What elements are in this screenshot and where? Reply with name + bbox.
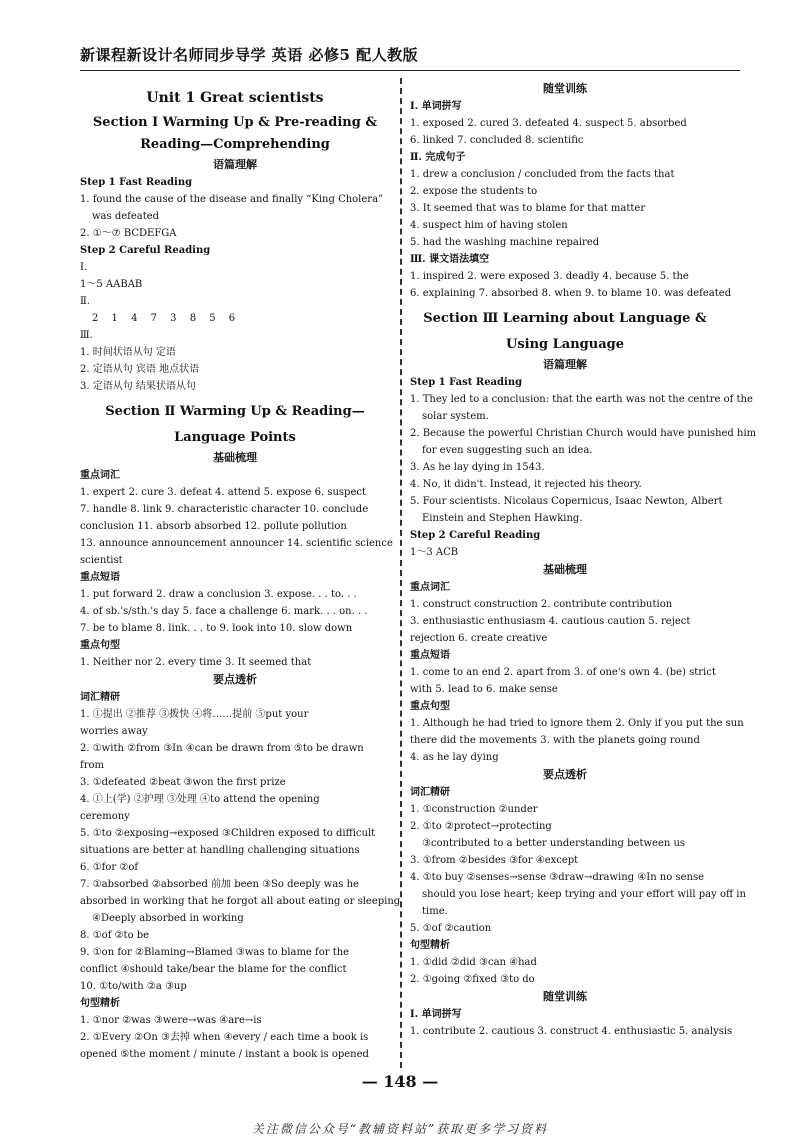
answer-line: 1. ①nor ②was ③were→was ④are→is — [80, 1015, 262, 1026]
answer-line: 8. ①of ②to be — [80, 930, 150, 941]
right-column — [410, 80, 757, 1040]
section-3-title: Section Ⅲ Learning about Language & — [423, 311, 707, 326]
subheading: 随堂训练 — [543, 990, 587, 1003]
answer-line: 1. drew a conclusion / concluded from the facts that — [410, 169, 675, 180]
answer-line: 7. be to blame 8. link. . . to 9. look into 10. slow down — [80, 623, 353, 634]
label-key-sentences: 重点句型 — [410, 701, 450, 712]
answer-line: 1. Neither nor 2. every time 3. It seemed that — [80, 657, 312, 668]
answer-line: 2. ①Every ②On ③去掉 when ④every / each time a book is — [80, 1032, 369, 1043]
answer-line: time. — [422, 906, 448, 917]
section-1-title: Section Ⅰ Warming Up & Pre-reading & — [92, 115, 378, 130]
label-key-words: 重点词汇 — [410, 582, 450, 593]
answer-line: should you lose heart; keep trying and your effort will pay off in — [422, 889, 746, 900]
label-vocab-study: 词汇精研 — [80, 692, 120, 703]
answer-line: 6. ①for ②of — [80, 862, 139, 873]
answer-line: solar system. — [422, 411, 489, 422]
answer-line: 1. exposed 2. cured 3. defeated 4. suspect 5. absorbed — [410, 118, 687, 129]
roman-label: Ⅰ. — [80, 262, 88, 273]
left-column — [80, 80, 401, 1063]
subheading: 要点透析 — [213, 673, 257, 686]
label-sentence-study: 句型精析 — [410, 940, 450, 951]
answer-line: 1. expert 2. cure 3. defeat 4. attend 5. expose 6. suspect — [80, 487, 366, 498]
page-number: — 148 — — [361, 1072, 439, 1091]
answer-line: 3. As he lay dying in 1543. — [410, 462, 545, 473]
answer-line: 1. construct construction 2. contribute contribution — [410, 599, 673, 610]
answer-line: 1～5 AABAB — [80, 279, 143, 290]
answer-line: 4. ①上(学) ②护理 ③处理 ④to attend the opening — [80, 794, 320, 805]
answer-line: 5. Four scientists. Nicolaus Copernicus, Isaac Newton, Albert — [410, 496, 723, 507]
step-heading: Step 1 Fast Reading — [80, 177, 193, 188]
answer-line: 1. 时间状语从句 定语 — [80, 347, 176, 358]
unit-title: Unit 1 Great scientists — [146, 90, 324, 106]
subheading: 基础梳理 — [543, 563, 587, 576]
answer-line: 1～3 ACB — [410, 547, 459, 558]
answer-line: 4. ①to buy ②senses→sense ③draw→drawing ④In no sense — [410, 872, 704, 883]
roman-label: Ⅱ. — [80, 296, 90, 307]
answer-line: 3. It seemed that was to blame for that matter — [410, 203, 646, 214]
label-spelling: Ⅰ. 单词拼写 — [410, 1009, 462, 1020]
label-key-phrases: 重点短语 — [410, 650, 450, 661]
answer-line: 1. put forward 2. draw a conclusion 3. expose. . . to. . . — [80, 589, 357, 600]
answer-line: was defeated — [92, 211, 160, 222]
section-3-title-cont: Using Language — [505, 337, 624, 352]
subheading: 随堂训练 — [543, 82, 587, 95]
section-2-title-cont: Language Points — [174, 430, 296, 445]
answer-line: with 5. lead to 6. make sense — [410, 684, 558, 695]
answer-line: worries away — [80, 726, 148, 737]
label-sentence-study: 句型精析 — [80, 998, 120, 1009]
answer-line: conflict ④should take/bear the blame for the conflict — [80, 964, 347, 975]
subheading: 语篇理解 — [543, 358, 587, 371]
label-grammar-fill: Ⅲ. 课文语法填空 — [410, 254, 490, 265]
answer-line: 1. found the cause of the disease and finally “King Cholera” — [80, 194, 384, 205]
answer-line: 13. announce announcement announcer 14. scientific science — [80, 538, 393, 549]
answer-line: 2. ①going ②fixed ③to do — [410, 974, 535, 985]
answer-line: ceremony — [80, 811, 130, 822]
header-rule — [80, 70, 740, 71]
answer-line: for even suggesting such an idea. — [422, 445, 593, 456]
answer-line: 3. ①from ②besides ③for ④except — [410, 855, 579, 866]
label-key-words: 重点词汇 — [80, 470, 120, 481]
answer-line: 2. ①～⑦ BCDEFGA — [80, 228, 177, 239]
answer-line: 1. contribute 2. cautious 3. construct 4. enthusiastic 5. analysis — [410, 1026, 733, 1037]
answer-line: 2 1 4 7 3 8 5 6 — [92, 313, 236, 324]
answer-line: 6. explaining 7. absorbed 8. when 9. to blame 10. was defeated — [410, 288, 732, 299]
subheading: 要点透析 — [543, 768, 587, 781]
answer-line: scientist — [80, 555, 123, 566]
answer-line: ④Deeply absorbed in working — [92, 913, 244, 924]
answer-line: 1. Although he had tried to ignore them 2. Only if you put the sun — [410, 718, 744, 729]
answer-line: 2. expose the students to — [410, 186, 538, 197]
answer-line: 3. enthusiastic enthusiasm 4. cautious caution 5. reject — [410, 616, 691, 627]
answer-line: 1. ①did ②did ③can ④had — [410, 957, 537, 968]
answer-line: absorbed in working that he forgot all about eating or sleeping — [80, 896, 401, 907]
answer-line: 9. ①on for ②Blaming→Blamed ③was to blame for the — [80, 947, 350, 958]
answer-line: rejection 6. create creative — [410, 633, 548, 644]
answer-line: 3. 定语从句 结果状语从句 — [80, 381, 196, 392]
answer-line: situations are better at handling challenging situations — [80, 845, 360, 856]
answer-line: 5. had the washing machine repaired — [410, 237, 600, 248]
answer-line: ③contributed to a better understanding between us — [422, 838, 686, 849]
answer-line: from — [80, 760, 104, 771]
answer-line: 10. ①to/with ②a ③up — [80, 981, 187, 992]
step-heading: Step 1 Fast Reading — [410, 377, 523, 388]
subheading: 语篇理解 — [213, 158, 257, 171]
answer-line: 2. 定语从句 宾语 地点状语 — [80, 364, 200, 375]
label-key-phrases: 重点短语 — [80, 572, 120, 583]
answer-line: 3. ①defeated ②beat ③won the first prize — [80, 777, 286, 788]
answer-line: 2. ①with ②from ③In ④can be drawn from ⑤to be drawn — [80, 743, 364, 754]
answer-line: 4. of sb.'s/sth.'s day 5. face a challenge 6. mark. . . on. . . — [80, 606, 368, 617]
answer-line: 6. linked 7. concluded 8. scientific — [410, 135, 584, 146]
section-2-title: Section Ⅱ Warming Up & Reading— — [105, 404, 365, 419]
label-vocab-study: 词汇精研 — [410, 787, 450, 798]
section-1-title-cont: Reading—Comprehending — [140, 137, 330, 152]
step-heading: Step 2 Careful Reading — [410, 530, 541, 541]
label-complete-sentences: Ⅱ. 完成句子 — [410, 152, 466, 163]
roman-label: Ⅲ. — [80, 330, 93, 341]
subheading: 基础梳理 — [213, 451, 257, 464]
answer-line: Einstein and Stephen Hawking. — [422, 513, 583, 524]
answer-line: 2. Because the powerful Christian Church would have punished him — [410, 428, 757, 439]
answer-line: 5. ①of ②caution — [410, 923, 492, 934]
column-divider — [400, 78, 402, 1068]
answer-line: 2. ①to ②protect→protecting — [410, 821, 552, 832]
answer-line: 1. come to an end 2. apart from 3. of one's own 4. (be) strict — [410, 667, 716, 678]
step-heading: Step 2 Careful Reading — [80, 245, 211, 256]
answer-line: 1. They led to a conclusion: that the earth was not the centre of the — [410, 394, 753, 405]
running-header: 新课程新设计名师同步导学 英语 必修5 配人教版 — [80, 46, 419, 64]
answer-line: there did the movements 3. with the planets going round — [410, 735, 700, 746]
answer-line: 4. as he lay dying — [410, 752, 499, 763]
footer-note: 关注微信公众号“教辅资料站”获取更多学习资料 — [251, 1122, 549, 1136]
answer-line: 5. ①to ②exposing→exposed ③Children exposed to difficult — [80, 828, 376, 839]
answer-line: 4. suspect him of having stolen — [410, 220, 568, 231]
answer-line: 7. handle 8. link 9. characteristic character 10. conclude — [80, 504, 369, 515]
answer-line: 1. ①提出 ②推荐 ③拨快 ④将……提前 ⑤put your — [80, 709, 309, 720]
answer-line: 1. inspired 2. were exposed 3. deadly 4. because 5. the — [410, 271, 689, 282]
answer-line: 1. ①construction ②under — [410, 804, 538, 815]
label-spelling: Ⅰ. 单词拼写 — [410, 101, 462, 112]
label-key-sentences: 重点句型 — [80, 640, 120, 651]
answer-line: 7. ①absorbed ②absorbed 前加 been ③So deeply was he — [80, 879, 359, 890]
answer-line: 4. No, it didn't. Instead, it rejected his theory. — [410, 479, 642, 490]
answer-line: opened ⑤the moment / minute / instant a book is opened — [80, 1049, 369, 1060]
answer-line: conclusion 11. absorb absorbed 12. pollute pollution — [80, 521, 347, 532]
